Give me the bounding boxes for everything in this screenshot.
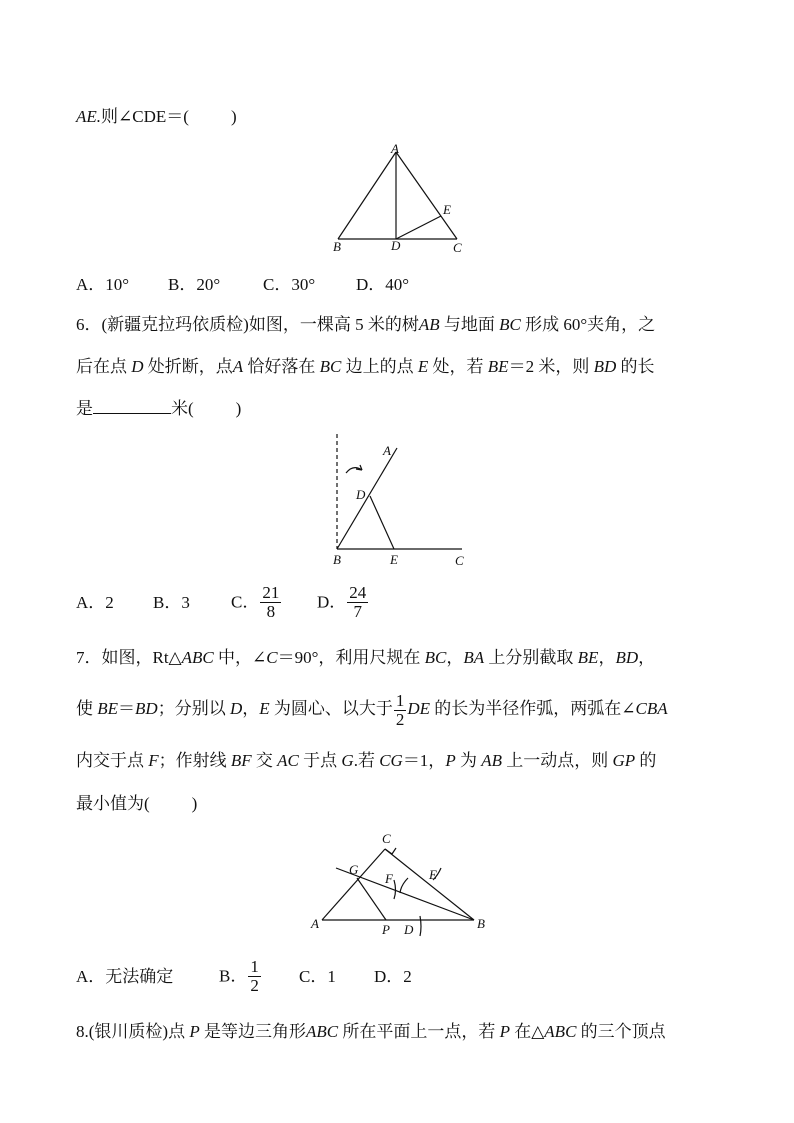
q6-label-d: D <box>356 487 366 502</box>
q7-stem-line4: 最小值为( ) <box>76 794 198 813</box>
q6-option-c[interactable]: C． $\frac{21}{8}$ <box>231 583 280 621</box>
q5-option-b[interactable]: B．20° <box>168 275 221 294</box>
q6-label-b: B <box>333 552 341 567</box>
q6-stem-line1: 6．(新疆克拉玛依质检)如图，一棵高 5 米的树AB 与地面 BC 形成 60°夹角，之 <box>76 315 656 334</box>
q6-option-d-fraction: $\frac{24}{7}$ <box>349 583 367 621</box>
q5-stem: AE.则∠CDE＝( ) <box>76 107 237 126</box>
q8-stem-line1: 8.(银川质检)点 P 是等边三角形ABC 所在平面上一点，若 P 在△ABC 的三个顶点 <box>76 1022 666 1041</box>
q6-label-c: C <box>455 553 464 568</box>
q5-label-c: C <box>453 240 462 255</box>
q6-option-c-fraction: $\frac{21}{8}$ <box>262 583 280 621</box>
q7-label-c: C <box>382 831 391 846</box>
q7-option-d[interactable]: D．2 <box>374 966 412 986</box>
q6-option-b[interactable]: B．3 <box>153 592 190 612</box>
q7-label-p: P <box>382 922 390 937</box>
q6-stem-line3: 是 米( ) <box>76 399 242 418</box>
q6-answer-blank[interactable] <box>93 397 171 414</box>
q7-option-c[interactable]: C．1 <box>299 966 336 986</box>
q7-label-e: E <box>429 867 437 882</box>
q5-label-a: A <box>391 141 399 156</box>
q7-stem-line2: 使 BE＝BD；分别以 D，E 为圆心、以大于 $\frac{1}{2}$ DE 的长为半径作弧，两弧在∠CBA <box>76 690 668 729</box>
q7-label-f: F <box>385 871 393 886</box>
q6-stem-line2: 后在点 D 处折断，点A 恰好落在 BC 边上的点 E 处，若 BE＝2 米，则 BD 的长 <box>76 357 655 376</box>
q6-label-a: A <box>383 443 391 458</box>
q7-label-g: G <box>349 862 359 877</box>
q6-options <box>76 584 369 624</box>
q7-option-b-fraction: $\frac{1}{2}$ <box>250 957 259 995</box>
q5-label-b: B <box>333 239 341 254</box>
q5-options <box>76 273 409 297</box>
q7-stem-line1: 7．如图，Rt△ABC 中，∠C＝90°，利用尺规在 BC，BA 上分别截取 BE，BD， <box>76 648 656 667</box>
q7-options <box>76 958 412 1000</box>
q7-option-a[interactable]: A．无法确定 <box>76 966 174 986</box>
q5-label-d: D <box>391 238 401 253</box>
q7-stem-line3: 内交于点 F；作射线 BF 交 AC 于点 G.若 CG＝1，P 为 AB 上一动点，则 GP 的 <box>76 751 657 770</box>
q7-label-b: B <box>477 916 485 931</box>
q5-option-a[interactable]: A．10° <box>76 275 130 294</box>
q7-option-b[interactable]: B． $\frac{1}{2}$ <box>219 957 259 995</box>
q7-label-a: A <box>311 916 319 931</box>
q7-label-d: D <box>404 922 414 937</box>
q5-label-e: E <box>443 202 451 217</box>
q6-label-e: E <box>390 552 398 567</box>
q6-option-a[interactable]: A．2 <box>76 592 114 612</box>
q7-half-fraction: $\frac{1}{2}$ <box>395 690 405 729</box>
q5-option-c[interactable]: C．30° <box>263 275 316 294</box>
q5-option-d[interactable]: D．40° <box>356 275 410 294</box>
q6-option-d[interactable]: D． $\frac{24}{7}$ <box>317 583 367 621</box>
